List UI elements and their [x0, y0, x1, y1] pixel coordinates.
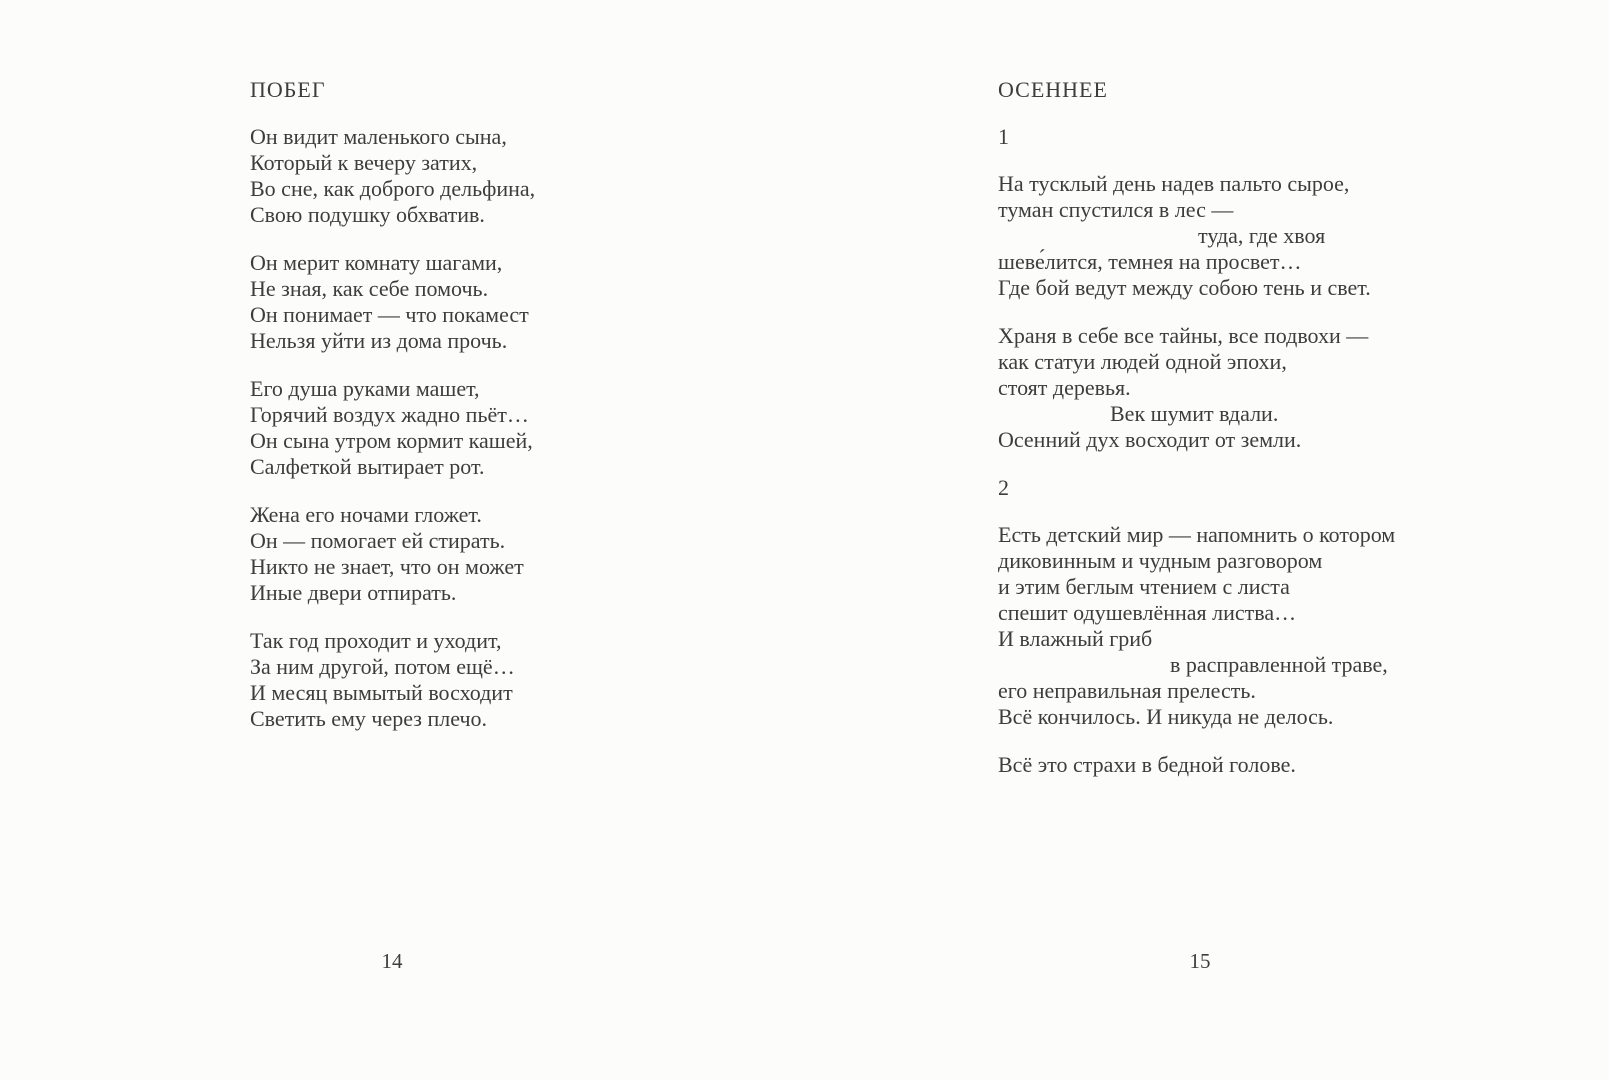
poem-line: За ним другой, потом ещё… [250, 654, 515, 679]
poem-line: Где бой ведут между собою тень и свет. [998, 275, 1371, 300]
poem-line: Он видит маленького сына, [250, 124, 507, 149]
poem-line: Который к вечеру затих, [250, 150, 478, 175]
poem-line: в расправленной траве, [1170, 652, 1388, 677]
stanza [998, 171, 1448, 301]
poem-title-left: ПОБЕГ [250, 77, 326, 102]
poem-line: туман спустился в лес — [998, 197, 1234, 222]
poem-line: И влажный гриб [998, 626, 1153, 651]
page-number-right: 15 [1189, 949, 1211, 973]
poem-line: Всё это страхи в бедной голове. [998, 752, 1296, 777]
poem-line: Век шумит вдали. [1110, 401, 1279, 426]
poem-line: Свою подушку обхватив. [250, 202, 485, 227]
stanza [250, 124, 590, 228]
poem-line: Жена его ночами гложет. [250, 502, 482, 527]
poem-body-right [998, 124, 1448, 778]
poem-line: стоят деревья. [998, 375, 1131, 400]
stanza [998, 752, 1448, 778]
poem-line: Нельзя уйти из дома прочь. [250, 328, 508, 353]
poem-line: Он мерит комнату шагами, [250, 250, 503, 275]
poem-line: туда, где хвоя [1198, 223, 1326, 248]
poem-line: спешит одушевлённая листва… [998, 600, 1297, 625]
stanza [250, 250, 590, 354]
poem-line: Осенний дух восходит от земли. [998, 427, 1302, 452]
stanza [250, 628, 590, 732]
poem-body-left [250, 124, 590, 732]
poem-line: Он сына утром кормит кашей, [250, 428, 533, 453]
page-number-left: 14 [381, 949, 403, 973]
poem-line: его неправильная прелесть. [998, 678, 1256, 703]
poem-line: На тусклый день надев пальто сырое, [998, 171, 1350, 196]
poem-line: Храня в себе все тайны, все подвохи — [998, 323, 1369, 348]
poem-line: Никто не знает, что он может [250, 554, 524, 579]
poem-line: Его душа руками машет, [250, 376, 480, 401]
poem-line: Салфеткой вытирает рот. [250, 454, 485, 479]
poem-line: Во сне, как доброго дельфина, [250, 176, 536, 201]
poem-line: И месяц вымытый восходит [250, 680, 513, 705]
poem-line: как статуи людей одной эпохи, [998, 349, 1287, 374]
section-number: 2 [998, 475, 1009, 500]
page-right [998, 77, 1448, 800]
poem-line: Он понимает — что покамест [250, 302, 529, 327]
poem-line: Иные двери отпирать. [250, 580, 457, 605]
poem-line: Он — помогает ей стирать. [250, 528, 506, 553]
page-left [250, 77, 590, 754]
poem-line: Так год проходит и уходит, [250, 628, 502, 653]
stanza [998, 522, 1448, 730]
poem-line: Не зная, как себе помочь. [250, 276, 489, 301]
poem-line: Горячий воздух жадно пьёт… [250, 402, 529, 427]
poem-line: и этим беглым чтением с листа [998, 574, 1290, 599]
stanza [998, 323, 1448, 453]
poem-line: шеве́лится, темнея на просвет… [998, 249, 1302, 274]
poem-line: Всё кончилось. И никуда не делось. [998, 704, 1334, 729]
stanza [250, 502, 590, 606]
poem-line: Светить ему через плечо. [250, 706, 488, 731]
poem-title-right: ОСЕННЕЕ [998, 77, 1108, 102]
poem-line: Есть детский мир — напомнить о котором [998, 522, 1396, 547]
section-number: 1 [998, 124, 1009, 149]
stanza [250, 376, 590, 480]
poem-line: диковинным и чудным разговором [998, 548, 1323, 573]
